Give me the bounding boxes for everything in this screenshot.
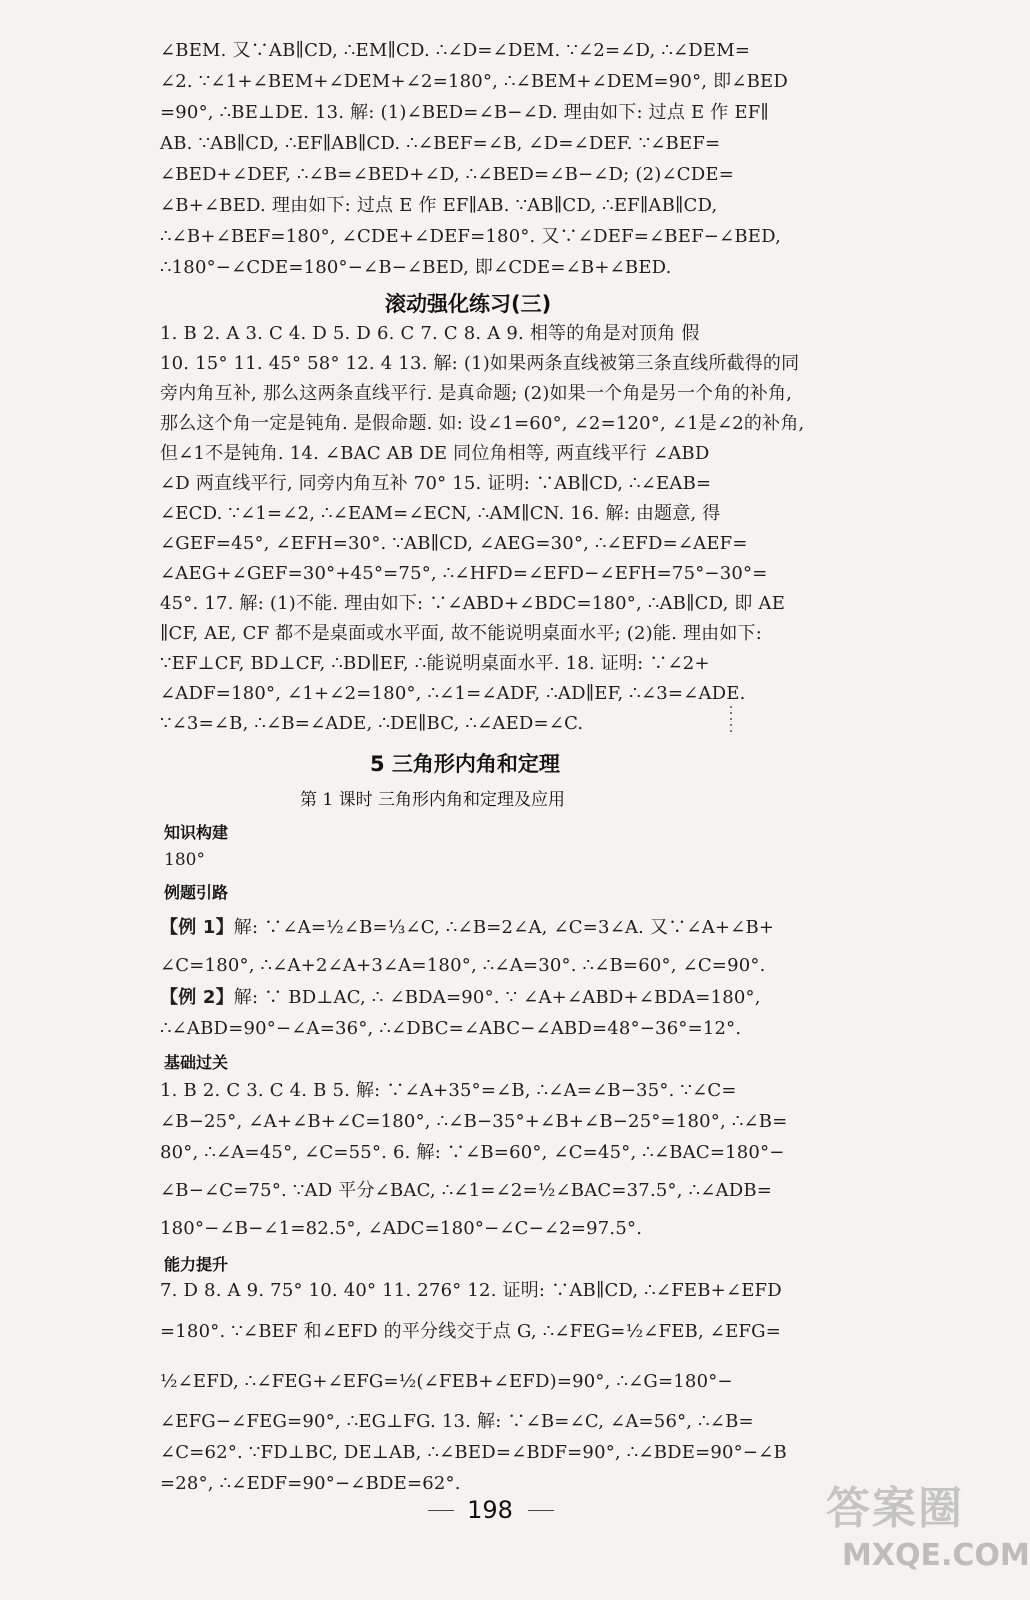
subheading-advanced: 能力提升 xyxy=(164,1255,229,1274)
text-line: ∠AEG+∠GEF=30°+45°=75°, ∴∠HFD=∠EFD−∠EFH=75°−30°= xyxy=(160,563,768,584)
text-line: 解: ∵∠A=½∠B=⅓∠C, ∴∠B=2∠A, ∠C=3∠A. 又∵∠A+∠B+ xyxy=(233,917,775,938)
example-1-tag: 【例 1】 xyxy=(160,917,234,938)
lesson-title: 第 1 课时 三角形内角和定理及应用 xyxy=(300,790,566,810)
text-line: ∠B−25°, ∠A+∠B+∠C=180°, ∴∠B−35°+∠B+∠B−25°=180°, ∴∠B= xyxy=(160,1111,788,1132)
text-line: ½∠EFD, ∴∠FEG+∠EFG=½(∠FEB+∠EFD)=90°, ∴∠G=180°− xyxy=(160,1371,733,1392)
section-title-review: 滚动强化练习(三) xyxy=(385,292,552,316)
page-number-dash-right xyxy=(528,1510,554,1511)
text-line: 但∠1不是钝角. 14. ∠BAC AB DE 同位角相等, 两直线平行 ∠ABD xyxy=(160,443,710,464)
text-line: ∠D 两直线平行, 同旁内角互补 70° 15. 证明: ∵AB∥CD, ∴∠EAB= xyxy=(160,473,712,494)
text-line: ∠2. ∵∠1+∠BEM+∠DEM+∠2=180°, ∴∠BEM+∠DEM=90°, 即∠BED xyxy=(160,71,788,92)
text-line: ∠BED+∠DEF, ∴∠B=∠BED+∠D, ∴∠BED=∠B−∠D; (2)∠CDE= xyxy=(160,164,734,185)
text-line: ∴∠ABD=90°−∠A=36°, ∴∠DBC=∠ABC−∠ABD=48°−36°=12°. xyxy=(160,1018,742,1039)
text-line: 解: ∵ BD⊥AC, ∴ ∠BDA=90°. ∵ ∠A+∠ABD+∠BDA=180°, xyxy=(233,987,761,1008)
subheading-knowledge: 知识构建 xyxy=(164,823,229,842)
text-line: ∠GEF=45°, ∠EFH=30°. ∵AB∥CD, ∠AEG=30°, ∴∠EFD=∠AEF= xyxy=(160,533,748,554)
text-line: 80°, ∴∠A=45°, ∠C=55°. 6. 解: ∵∠B=60°, ∠C=45°, ∴∠BAC=180°− xyxy=(160,1142,785,1163)
text-line: ∵EF⊥CF, BD⊥CF, ∴BD∥EF, ∴能说明桌面水平. 18. 证明: ∵∠2+ xyxy=(160,653,710,674)
text-line: 180°−∠B−∠1=82.5°, ∠ADC=180°−∠C−∠2=97.5°. xyxy=(160,1218,643,1239)
text-line: ∠B−∠C=75°. ∵AD 平分∠BAC, ∴∠1=∠2=½∠BAC=37.5°, ∴∠ADB= xyxy=(160,1180,773,1201)
text-line: ∵∠3=∠B, ∴∠B=∠ADE, ∴DE∥BC, ∴∠AED=∠C. xyxy=(160,713,584,734)
text-line: 旁内角互补, 那么这两条直线平行. 是真命题; (2)如果一个角是另一个角的补角, xyxy=(160,383,793,404)
subheading-basics: 基础过关 xyxy=(164,1053,229,1072)
text-line: 那么这个角一定是钝角. 是假命题. 如: 设∠1=60°, ∠2=120°, ∠1是∠2的补角, xyxy=(160,413,805,434)
text-line: 1. B 2. C 3. C 4. B 5. 解: ∵∠A+35°=∠B, ∴∠A=∠B−35°. ∵∠C= xyxy=(160,1080,737,1101)
text-line: ∥CF, AE, CF 都不是桌面或水平面, 故不能说明桌面水平; (2)能. 理由如下: xyxy=(160,623,763,644)
page-number: 198 xyxy=(467,1496,513,1524)
text-line: ∠C=62°. ∵FD⊥BC, DE⊥AB, ∴∠BED=∠BDF=90°, ∴∠BDE=90°−∠B xyxy=(160,1442,787,1463)
watermark-logo xyxy=(822,1472,1030,1592)
example-2-tag: 【例 2】 xyxy=(160,987,234,1008)
text-line: ∠BEM. 又∵AB∥CD, ∴EM∥CD. ∴∠D=∠DEM. ∵∠2=∠D, ∴∠DEM= xyxy=(160,40,751,61)
text-line: ∠ECD. ∵∠1=∠2, ∴∠EAM=∠ECN, ∴AM∥CN. 16. 解: 由题意, 得 xyxy=(160,503,721,524)
text-line: =28°, ∴∠EDF=90°−∠BDE=62°. xyxy=(160,1473,461,1494)
watermark-url: MXQE.COM xyxy=(842,1538,1030,1573)
text-line: AB. ∵AB∥CD, ∴EF∥AB∥CD. ∴∠BEF=∠B, ∠D=∠DEF. ∵∠BEF= xyxy=(160,133,721,154)
text-line: ∠EFG−∠FEG=90°, ∴EG⊥FG. 13. 解: ∵∠B=∠C, ∠A=56°, ∴∠B= xyxy=(160,1411,754,1432)
watermark-logo-text: 答案圈 xyxy=(826,1483,964,1534)
dotted-mark xyxy=(730,706,734,736)
text-line: ∠ADF=180°, ∠1+∠2=180°, ∴∠1=∠ADF, ∴AD∥EF, ∴∠3=∠ADE. xyxy=(160,683,746,704)
text-line: 10. 15° 11. 45° 58° 12. 4 13. 解: (1)如果两条直线被第三条直线所截得的同 xyxy=(160,353,800,374)
text-line: =180°. ∵∠BEF 和∠EFD 的平分线交于点 G, ∴∠FEG=½∠FEB, ∠EFG= xyxy=(160,1321,781,1342)
text-line: 45°. 17. 解: (1)不能. 理由如下: ∵∠ABD+∠BDC=180°, ∴AB∥CD, 即 AE xyxy=(160,593,786,614)
text-line: ∠B+∠BED. 理由如下: 过点 E 作 EF∥AB. ∵AB∥CD, ∴EF∥AB∥CD, xyxy=(160,195,718,216)
subheading-examples: 例题引路 xyxy=(164,883,229,902)
text-line: =90°, ∴BE⊥DE. 13. 解: (1)∠BED=∠B−∠D. 理由如下: 过点 E 作 EF∥ xyxy=(160,102,769,123)
text-line: ∴180°−∠CDE=180°−∠B−∠BED, 即∠CDE=∠B+∠BED. xyxy=(160,257,672,278)
knowledge-answer: 180° xyxy=(164,850,205,870)
text-line: 1. B 2. A 3. C 4. D 5. D 6. C 7. C 8. A 9. 相等的角是对顶角 假 xyxy=(160,323,700,344)
text-line: 7. D 8. A 9. 75° 10. 40° 11. 276° 12. 证明: ∵AB∥CD, ∴∠FEB+∠EFD xyxy=(160,1280,782,1301)
text-line: ∠C=180°, ∴∠A+2∠A+3∠A=180°, ∴∠A=30°. ∴∠B=60°, ∠C=90°. xyxy=(160,955,766,976)
section-title-triangle: 5 三角形内角和定理 xyxy=(370,752,560,776)
text-line: ∴∠B+∠BEF=180°, ∠CDE+∠DEF=180°. 又∵∠DEF=∠BEF−∠BED, xyxy=(160,226,782,247)
